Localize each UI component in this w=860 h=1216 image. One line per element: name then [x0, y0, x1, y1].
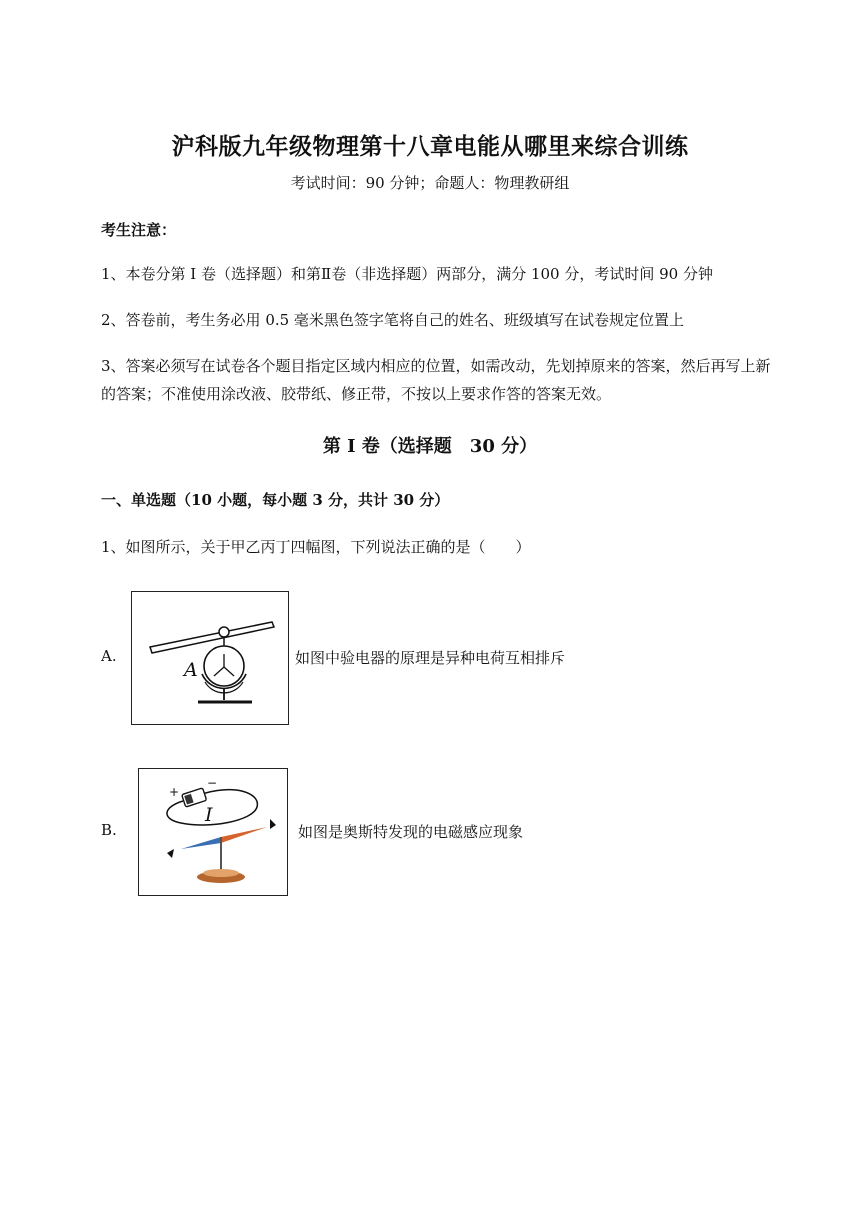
- battery-plus-sign: +: [169, 785, 180, 799]
- part-heading: 一、单选题（10 小题，每小题 3 分，共计 30 分）: [101, 491, 450, 509]
- figure-label-a: A: [184, 659, 198, 681]
- notice-item-3-cont: 的答案；不准使用涂改液、胶带纸、修正带，不按以上要求作答的答案无效。: [101, 385, 612, 403]
- option-b-label: B.: [101, 821, 117, 839]
- electroscope-figure: [131, 591, 289, 725]
- oersted-drawing: [139, 769, 286, 894]
- electroscope-drawing: [132, 592, 287, 723]
- option-a-label: A.: [101, 647, 117, 665]
- oersted-experiment-figure: [138, 768, 288, 896]
- notice-item-3: 3、答案必须写在试卷各个题目指定区域内相应的位置，如需改动，先划掉原来的答案，然后再写上新: [101, 357, 771, 375]
- page-title: 沪科版九年级物理第十八章电能从哪里来综合训练: [171, 133, 689, 160]
- section-title: 第 I 卷（选择题 30 分）: [322, 436, 538, 457]
- current-label: I: [205, 804, 213, 826]
- exam-info: 考试时间：90 分钟；命题人：物理教研组: [290, 174, 570, 192]
- notice-item-1: 1、本卷分第 I 卷（选择题）和第Ⅱ卷（非选择题）两部分，满分 100 分，考试时间 90 分钟: [101, 265, 713, 283]
- battery-minus-sign: −: [207, 776, 218, 790]
- notice-heading: 考生注意：: [101, 221, 177, 239]
- notice-item-2: 2、答卷前，考生务必用 0.5 毫米黑色签字笔将自己的姓名、班级填写在试卷规定位置上: [101, 311, 684, 329]
- question-stem: 1、如图所示，关于甲乙丙丁四幅图，下列说法正确的是（ ）: [101, 538, 531, 556]
- option-a-text: 如图中验电器的原理是异种电荷互相排斥: [295, 649, 566, 667]
- option-b-text: 如图是奥斯特发现的电磁感应现象: [298, 823, 524, 841]
